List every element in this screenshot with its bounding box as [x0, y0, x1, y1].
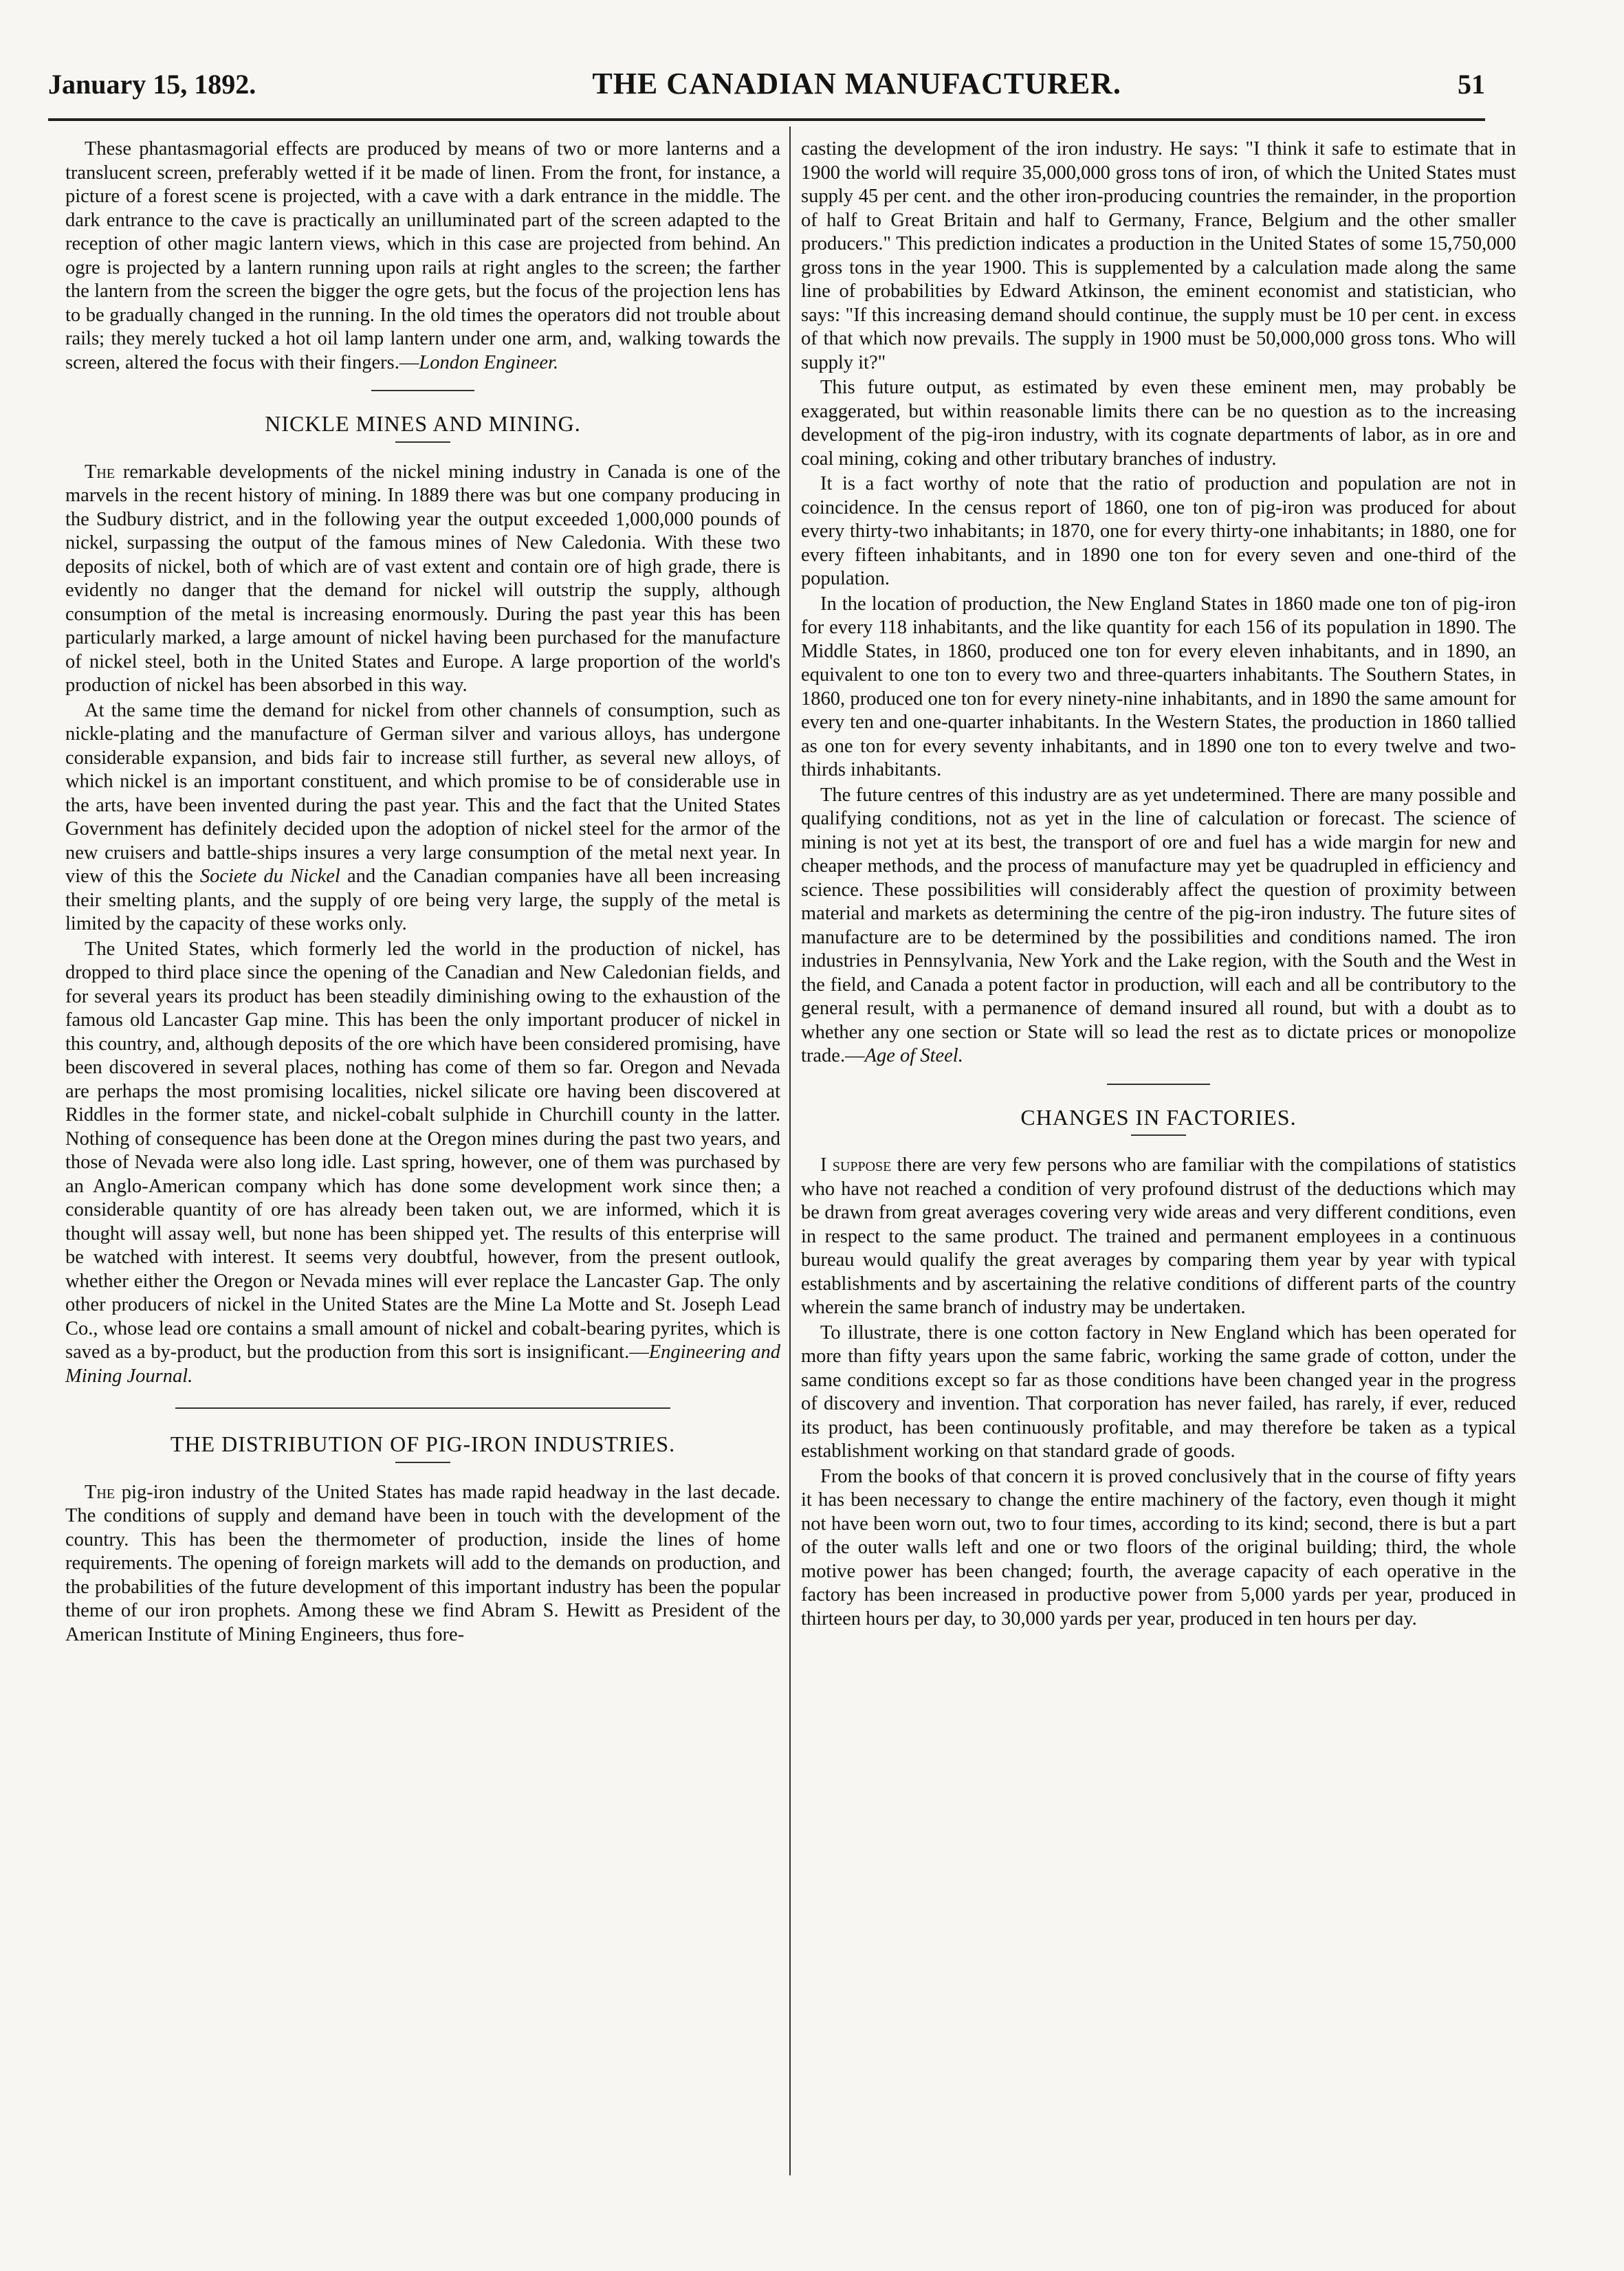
article-paragraph: At the same time the demand for nickel from other channels of consumption, such as nickle-plating and the manufacture of German silver and various alloys, has undergone considerable expansion, and bids fair to increase still further, as several new alloys, of which nickel is an important constituent, and which promise to be of considerable use in the arts, have been invented during the past year. This and the fact that the United States Government has definitely decided upon the adoption of nickel steel for the armor of the new cruisers and battle-ships insures a very large consumption of the metal next year. In view of this the Societe du Nickel and the Canadian companies have all been increasing their smelting plants, and the supply of ore being very large, the supply of the metal is limited by the capacity of these works only.	[65, 699, 780, 934]
heading-rule	[1131, 1134, 1186, 1136]
heading-rule	[395, 1462, 450, 1463]
article-separator	[1107, 1084, 1210, 1085]
masthead	[48, 66, 1485, 107]
article-paragraph: In the location of production, the New England States in 1860 made one ton of pig-iron for every 118 inhabitants, and the like quantity for each 156 of its population in 1890. The Middle States, in 1860, produced one ton for every eleven inhabitants, and in 1890, an equivalent to one ton to every two and three-quarters inhabitants. The Southern States, in 1860, produced one ton for every ninety-nine inhabitants, and in 1890 the same amount for every ten and one-quarter inhabitants. In the Western States, the production in 1860 tallied as one ton for every seventy inhabitants, and in 1890 one ton to every twelve and two-thirds inhabitants.	[801, 593, 1516, 780]
page-number: 51	[1457, 69, 1485, 100]
heading-rule	[395, 441, 450, 443]
article-separator	[371, 390, 474, 391]
right-column	[801, 138, 1516, 1631]
article-paragraph: To illustrate, there is one cotton factory in New England which has been operated for more than fifty years upon the same fabric, working the same grade of cotton, under the same conditions except so far as those conditions have been changed year in the progress of discovery and invention. That corporation has never failed, has rarely, if ever, reduced its product, has been continuously profitable, and may therefore be taken as a typical establishment working on that standard grade of goods.	[801, 1321, 1516, 1462]
article-paragraph: The future centres of this industry are as yet undetermined. There are many possible and qualifying conditions, not as yet in the line of calculation or forecast. The science of mining is not yet at its best, the transport of ore and fuel has a wide margin for new and cheaper methods, and the process of manufacture may yet be quadrupled in efficiency and science. These possibilities will considerably affect the question of proximity between material and markets as determining the centre of the pig-iron industry. The future sites of manufacture are to be determined by the possibilities and conditions named. The iron industries in Pennsylvania, New York and the Lake region, with the South and the West in the field, and Canada a potent factor in production, will each and all be contributory to the general result, with a permanence of demand insured all round, but with a doubt as to whether any one section or State will so lead the rest as to dictate prices or monopolize trade.—Age of Steel.	[801, 784, 1516, 1066]
article-paragraph: From the books of that concern it is proved conclusively that in the course of fifty years it has been necessary to change the entire machinery of the factory, even though it might not have been worn out, two to four times, according to its kind; second, there is but a part of the outer walls left and one or two floors of the original building; third, the whole motive power has been changed; fourth, the average capacity of each operative in the factory has been increased in productive power from 5,000 yards per year, produced in thirteen hours per day, to 30,000 yards per year, produced in ten hours per day.	[801, 1465, 1516, 1630]
article-heading-nickel: NICKLE MINES AND MINING.	[265, 411, 581, 436]
article-paragraph: casting the development of the iron industry. He says: "I think it safe to estimate that in 1900 the world will require 35,000,000 gross tons of iron, of which the United States must supply 45 per cent. and the other iron-producing countries the remainder, in the proportion of half to Great Britain and half to Germany, France, Belgium and the other smaller producers." This prediction indicates a production in the United States of some 15,750,000 gross tons in the year 1900. This is supplemented by a calculation made along the same line of probabilities by Edward Atkinson, the eminent economist and statistician, who says: "If this increasing demand should continue, the supply must be 10 per cent. in excess of that which now prevails. The supply in 1900 must be 50,000,000 gross tons. Who will supply it?"	[801, 138, 1516, 373]
article-separator	[175, 1407, 670, 1409]
article-paragraph: It is a fact worthy of note that the ratio of production and population are not in coincidence. In the census report of 1860, one ton of pig-iron was produced for about every thirty-two inhabitants; in 1870, one for every thirty-one inhabitants; in 1880, one for every fifteen inhabitants, and in 1890 one ton for every seven and one-third of the population.	[801, 473, 1516, 589]
left-column	[65, 138, 780, 1647]
article-heading-pig-iron: THE DISTRIBUTION OF PIG-IRON INDUSTRIES.	[170, 1431, 676, 1456]
issue-date: January 15, 1892.	[48, 69, 256, 100]
publication-title: THE CANADIAN MANUFACTURER.	[592, 67, 1121, 100]
article-paragraph: I suppose there are very few persons who are familiar with the compilations of statistics who have not reached a condition of very profound distrust of the deductions which may be drawn from great averages covering very wide areas and very different conditions, even in respect to the same product. The trained and permanent employees in a continuous bureau would qualify the great averages by comparing them year by year with typical establishments and by ascertaining the relative conditions of different parts of the country wherein the same branch of industry may be undertaken.	[801, 1154, 1516, 1318]
source-credit: Age of Steel.	[864, 1045, 963, 1066]
source-credit: London Engineer.	[419, 351, 559, 373]
article-paragraph: This future output, as estimated by even these eminent men, may probably be exaggerated, but within reasonable limits there can be no question as to the increasing development of the pig-iron industry, with its cognate departments of labor, as in ore and coal mining, coking and other tributary branches of industry.	[801, 377, 1516, 470]
article-paragraph: The pig-iron industry of the United States has made rapid headway in the last decade. The conditions of supply and demand have been in touch with the development of the country. This has been the thermometer of production, inside the lines of home requirements. The opening of foreign markets will add to the demands on production, and the probabilities of the future development of this important industry has been the popular theme of our iron prophets. Among these we find Abram S. Hewitt as President of the American Institute of Mining Engineers, thus fore-	[65, 1481, 780, 1645]
article-heading-factories: CHANGES IN FACTORIES.	[1020, 1104, 1297, 1130]
source-credit: Engineering and Mining Journal.	[65, 1341, 781, 1387]
header-rule	[48, 118, 1485, 121]
article-paragraph: These phantasmagorial effects are produced by means of two or more lanterns and a translucent screen, preferably wetted if it be made of linen. From the front, for instance, a picture of a forest scene is projected, with a cave with a dark entrance in the middle. The dark entrance to the cave is practically an unilluminated part of the screen adapted to the reception of other magic lantern views, which in this case are projected from behind. An ogre is projected by a lantern running upon rails at right angles to the screen; the farther the lantern from the screen the bigger the ogre gets, but the focus of the projection lens has to be gradually changed in the running. In the old times the operators did not trouble about rails; they merely tucked a hot oil lamp lantern under one arm, and, walking towards the screen, altered the focus with their fingers.—London Engineer.	[65, 138, 780, 373]
column-divider	[789, 127, 791, 2175]
article-paragraph: The remarkable developments of the nickel mining industry in Canada is one of the marvels in the recent history of mining. In 1889 there was but one company producing in the Sudbury district, and in the following year the output exceeded 1,000,000 pounds of nickel, surpassing the output of the famous mines of New Caledonia. With these two deposits of nickel, both of which are of vast extent and contain ore of high grade, there is evidently no danger that the demand for nickel will outstrip the supply, although consumption of the metal is increasing enormously. During the past year this has been particularly marked, a large amount of nickel having been purchased for the manufacture of nickel steel, both in the United States and Europe. A large proportion of the world's production of nickel has been absorbed in this way.	[65, 461, 780, 696]
article-paragraph: The United States, which formerly led the world in the production of nickel, has dropped to third place since the opening of the Canadian and New Caledonian fields, and for several years its product has been steadily diminishing owing to the exhaustion of the famous old Lancaster Gap mine. This has been the only important producer of nickel in this country, and, although deposits of the ore which have been considered promising, have been discovered in several places, nothing has come of them so far. Oregon and Nevada are perhaps the most promising localities, nickel silicate ore having been discovered at Riddles in the former state, and nickel-cobalt sulphide in Churchill county in the latter. Nothing of consequence has been done at the Oregon mines during the past two years, and those of Nevada were also long idle. Last spring, however, one of them was purchased by an Anglo-American company which has done some development work since then; a considerable quantity of ore has already been taken out, we are informed, which it is thought will assay well, but none has been shipped yet. The results of this enterprise will be watched with interest. It seems very doubtful, however, from the present outlook, whether either the Oregon or Nevada mines will ever replace the Lancaster Gap. The only other producers of nickel in the United States are the Mine La Motte and St. Joseph Lead Co., whose lead ore contains a small amount of nickel and cobalt-bearing pyrites, which is saved as a by-product, but the production from this sort is insignificant.—Engineering and Mining Journal.	[65, 938, 781, 1387]
